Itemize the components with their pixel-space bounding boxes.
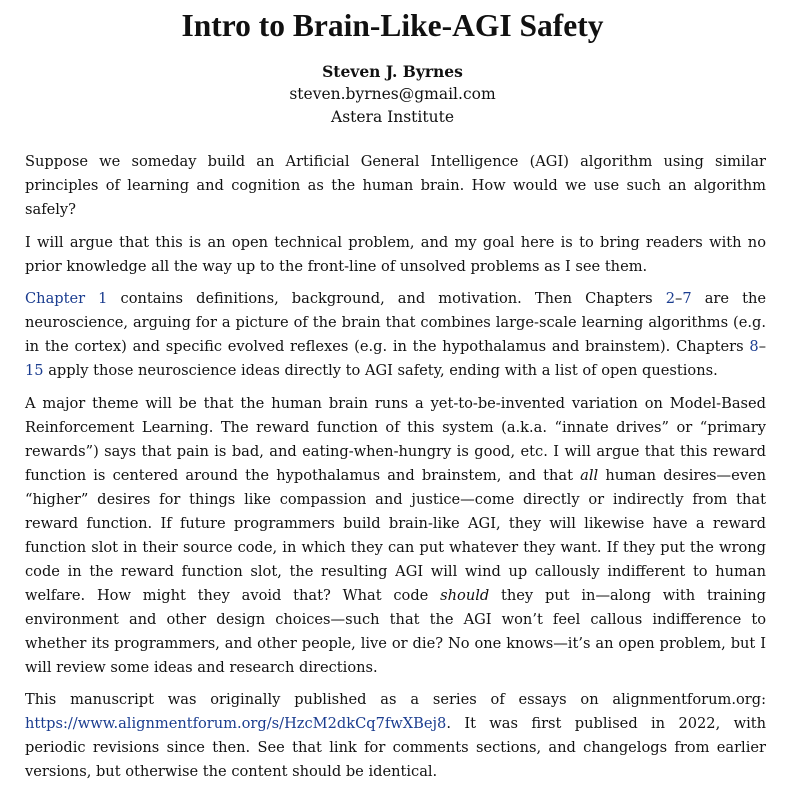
abstract-paragraph-5 <box>25 688 766 784</box>
chapter-7-link[interactable]: 7 <box>682 290 692 307</box>
range-dash: – <box>758 338 766 355</box>
paragraph-4-text-c: they put in—along with training environment and other design choices—such that the AGI won’t feel callous indifference to whether its programmers, and other people, live or die? No one knows—it’s an open problem, but I will review some ideas and research directions. <box>25 586 766 676</box>
author-affiliation: Astera Institute <box>331 108 454 126</box>
abstract-paragraph-4 <box>25 392 766 680</box>
alignmentforum-url-link[interactable]: https://www.alignmentforum.org/s/HzcM2dkCq7fwXBej8 <box>25 715 447 732</box>
paragraph-3-text-a: contains definitions, background, and motivation. Then Chapters <box>107 290 666 307</box>
abstract-paragraph-2: I will argue that this is an open technical problem, and my goal here is to bring readers with no prior knowledge all the way up to the front-line of unsolved problems as I see them. <box>25 233 766 275</box>
chapter-1-link[interactable]: Chapter 1 <box>25 290 108 307</box>
abstract-paragraph-1: Suppose we someday build an Artificial General Intelligence (AGI) algorithm using similar principles of learning and cognition as the human brain. How would we use such an algorithm safely? <box>25 153 766 218</box>
author-email: steven.byrnes@gmail.com <box>289 85 496 103</box>
chapter-2-link[interactable]: 2 <box>665 290 676 307</box>
abstract-body <box>25 150 766 793</box>
paper-title: Intro to Brain-Like-AGI Safety <box>181 8 604 43</box>
emphasis-should: should <box>440 586 490 604</box>
paragraph-4-text-a: A major theme will be that the human brain runs a yet-to-be-invented variation on Model-Based Reinforcement Learning. The reward function of this system (a.k.a. “innate drives” or “primary rewards”) says that pain is bad, and eating-when-hungry is good, etc. I will argue that this reward function is centered around the hypothalamus and brainstem, and that <box>25 394 766 484</box>
paragraph-4-text-b: human desires—even “higher” desires for things like compassion and justice—come directly or indirectly from that reward function. If future programmers build brain-like AGI, they will likewise have a reward function slot in their source code, in which they can put whatever they want. If they put the wrong code in the reward function slot, the resulting AGI will wind up callously indifferent to human welfare. How might they avoid that? What code <box>25 466 766 604</box>
chapter-15-link[interactable]: 15 <box>25 362 44 379</box>
emphasis-all: all <box>580 466 599 484</box>
range-dash: – <box>675 290 683 307</box>
paragraph-3-text-c: apply those neuroscience ideas directly to AGI safety, ending with a list of open questions. <box>43 362 718 379</box>
chapter-8-link[interactable]: 8 <box>749 338 759 355</box>
paragraph-5-text-a: This manuscript was originally published as a series of essays on alignmentforum.org: <box>25 691 766 708</box>
paragraph-3-text-b: are the neuroscience, arguing for a picture of the brain that combines large-scale learning algorithms (e.g. in the cortex) and specific evolved reflexes (e.g. in the hypothalamus and brainstem). Chapters <box>25 290 766 355</box>
author-name: Steven J. Byrnes <box>322 62 463 81</box>
paragraph-5-text-b: . It was first publised in 2022, with periodic revisions since then. See that link for comments sections, and changelogs from earlier versions, but otherwise the content should be identical. <box>25 715 766 780</box>
abstract-paragraph-3 <box>25 287 766 383</box>
author-block <box>0 60 785 129</box>
